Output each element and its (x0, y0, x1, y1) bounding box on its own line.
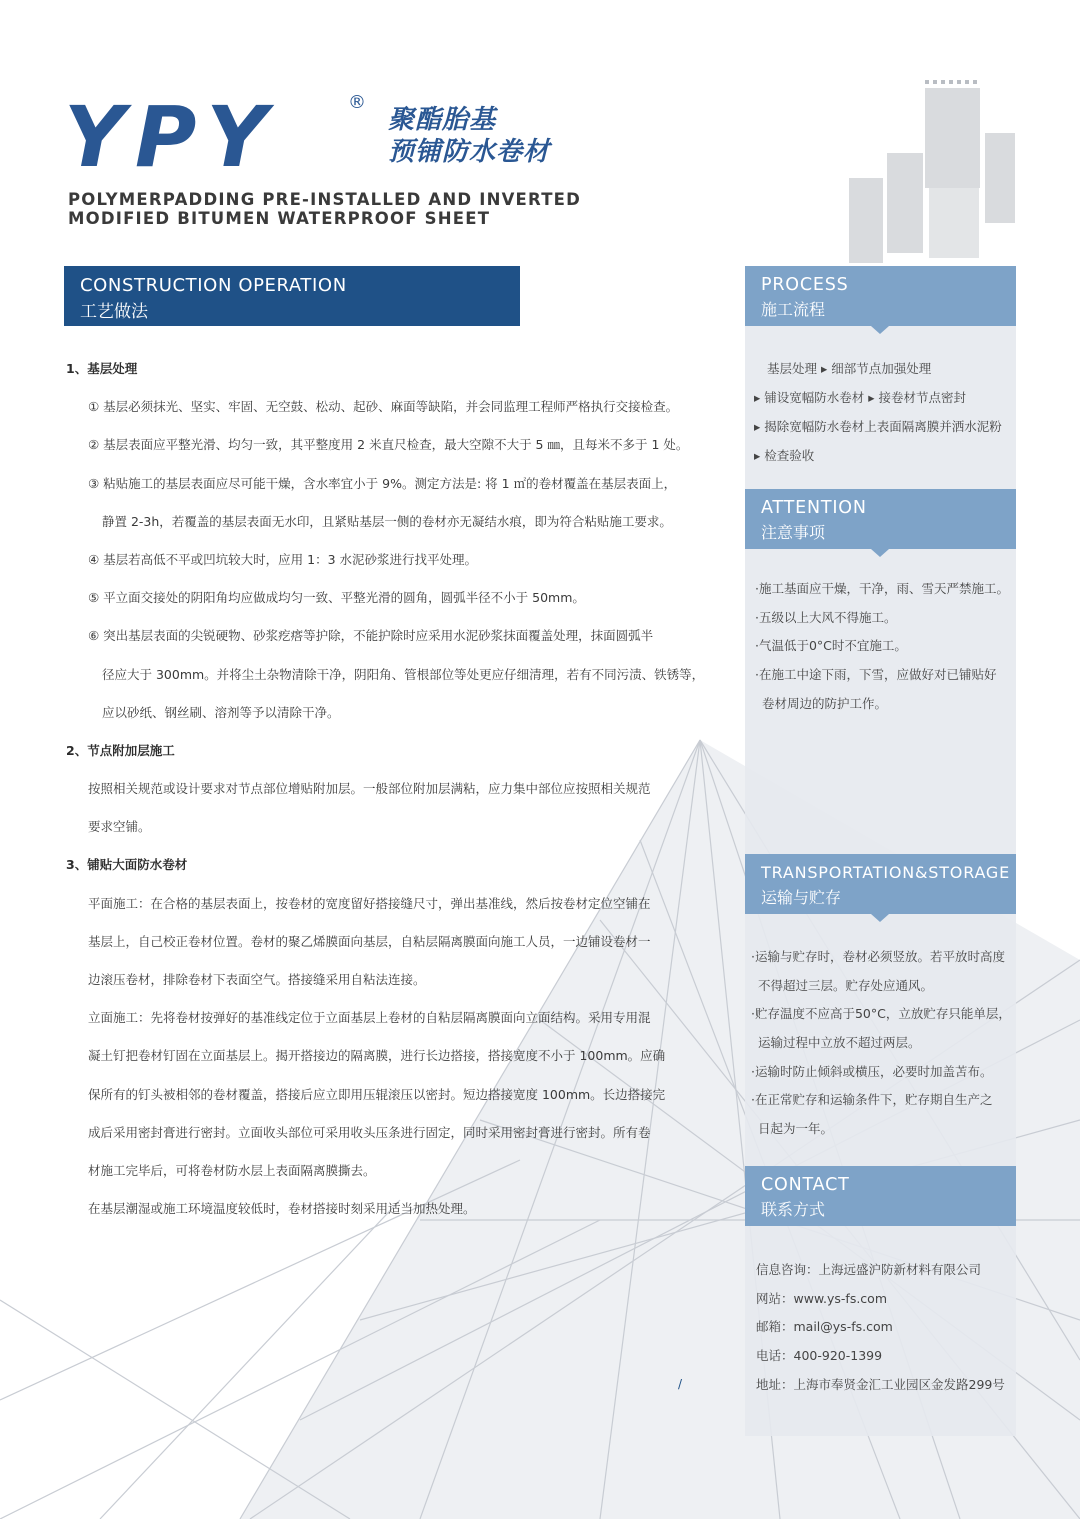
contact-address: 地址：上海市奉贤金汇工业园区金发路299号 (756, 1376, 1005, 1392)
product-title-en: POLYMERPADDING PRE-INSTALLED AND INVERTED MODIFIED BITUMEN WATERPROOF SHEET (68, 190, 582, 228)
contact-header: CONTACT 联系方式 (745, 1166, 1016, 1226)
transport-item: 运输过程中立放不超过两层。 (758, 1035, 921, 1051)
process-step: 基层处理 ▸ 细部节点加强处理 (767, 361, 932, 376)
contact-phone: 电话：400-920-1399 (756, 1348, 883, 1364)
transport-item: ·在正常贮存和运输条件下，贮存期自生产之 (751, 1092, 993, 1108)
attention-item: ·气温低于0°C时不宜施工。 (755, 638, 907, 654)
contact-website-link[interactable]: 网站：www.ys-fs.com (756, 1290, 887, 1306)
transport-item: ·贮存温度不应高于50°C，立放贮存只能单层， (751, 1006, 1011, 1022)
transport-storage-header: TRANSPORTATION&STORAGE 运输与贮存 (745, 854, 1016, 914)
construction-body (66, 350, 705, 1228)
section-heading: 3、铺贴大面防水卷材 (66, 857, 188, 873)
body-line: ⑥ 突出基层表面的尖锐硬物、砂浆疙瘩等护除，不能护除时应采用水泥砂浆抹面覆盖处理，抹面圆弧半 (88, 628, 654, 644)
city-skyline-graphic (845, 78, 1020, 268)
process-step: ▸ 铺设宽幅防水卷材 ▸ 接卷材节点密封 (754, 390, 966, 405)
body-line: ② 基层表面应平整光滑、均匀一致，其平整度用 2 米直尺检查，最大空隙不大于 5 ㎜，且每米不多于 1 处。 (88, 437, 689, 453)
body-line: 要求空铺。 (88, 819, 151, 835)
body-line: ③ 粘贴施工的基层表面应尽可能干燥，含水率宜小于 9%。测定方法是: 将 1 ㎡的卷材覆盖在基层表面上， (88, 475, 677, 491)
footer-mark: / (678, 1377, 683, 1391)
body-line: 材施工完毕后，可将卷材防水层上表面隔离膜撕去。 (88, 1162, 376, 1178)
ypy-logo (64, 96, 354, 176)
product-title-cn: 聚酯胎基 预铺防水卷材 (388, 105, 551, 167)
section-heading: 2、节点附加层施工 (66, 742, 175, 758)
body-line: 应以砂纸、钢丝刷、溶剂等予以清除干净。 (102, 704, 340, 720)
header-notch (871, 326, 889, 334)
body-line: 按照相关规范或设计要求对节点部位增贴附加层。一般部位附加层满粘，应力集中部位应按照相关规范 (88, 781, 651, 797)
attention-header: ATTENTION 注意事项 (745, 489, 1016, 549)
registered-mark: ® (348, 92, 366, 113)
process-list (754, 354, 1002, 470)
body-line: 静置 2-3h，若覆盖的基层表面无水印，且紧贴基层一侧的卷材亦无凝结水痕，即为符合粘贴施工要求。 (102, 513, 672, 529)
attention-item: 卷材周边的防护工作。 (762, 695, 888, 711)
transport-list (751, 943, 1011, 1144)
body-line: ⑤ 平立面交接处的阴阳角均应做成均匀一致、平整光滑的圆角，圆弧半径不小于 50mm。 (88, 590, 585, 606)
contact-company: 信息咨询：上海远盛沪防新材料有限公司 (756, 1262, 982, 1277)
body-line: 在基层潮湿或施工环境温度较低时，卷材搭接时刻采用适当加热处理。 (88, 1201, 476, 1217)
body-line: 基层上，自己校正卷材位置。卷材的聚乙烯膜面向基层，自粘层隔离膜面向施工人员，一边铺设卷材一 (88, 933, 651, 949)
body-line: ④ 基层若高低不平或凹坑较大时，应用 1：3 水泥砂浆进行找平处理。 (88, 551, 478, 567)
section-heading: 1、基层处理 (66, 361, 138, 376)
body-line: 保所有的钉头被相邻的卷材覆盖，搭接后应立即用压辊滚压以密封。短边搭接宽度 100mm。长边搭接完 (88, 1086, 666, 1102)
body-line: 径应大于 300mm。并将尘土杂物清除干净，阴阳角、管根部位等处更应仔细清理，若有不同污渍、铁锈等， (102, 666, 705, 682)
process-header: PROCESS 施工流程 (745, 266, 1016, 326)
header-notch (871, 549, 889, 557)
attention-item: ·在施工中途下雨，下雪，应做好对已铺贴好 (755, 667, 997, 683)
svg-text:YPY: YPY (64, 96, 278, 176)
body-line: 成后采用密封膏进行密封。立面收头部位可采用收头压条进行固定，同时采用密封膏进行密封。所有卷 (88, 1124, 651, 1140)
transport-item: 日起为一年。 (758, 1121, 834, 1137)
body-line: 凝土钉把卷材钉固在立面基层上。揭开搭接边的隔离膜，进行长边搭接，搭接宽度不小于 100mm。应确 (88, 1048, 666, 1064)
transport-item: ·运输与贮存时，卷材必须竖放。若平放时高度 (751, 949, 1005, 964)
attention-item: ·五级以上大风不得施工。 (755, 609, 897, 625)
attention-item: ·施工基面应干燥，干净，雨、雪天严禁施工。 (755, 581, 1009, 596)
transport-item: 不得超过三层。贮存处应通风。 (758, 977, 934, 993)
body-line: ① 基层必须抹光、坚实、牢固、无空鼓、松动、起砂、麻面等缺陷，并会同监理工程师严格执行交接检查。 (88, 399, 679, 415)
header-notch (871, 914, 889, 922)
body-line: 边滚压卷材，排除卷材下表面空气。搭接缝采用自粘法连接。 (88, 972, 426, 987)
construction-operation-header: CONSTRUCTION OPERATION 工艺做法 (64, 266, 520, 326)
process-step: ▸ 揭除宽幅防水卷材上表面隔离膜并洒水泥粉 (754, 419, 1002, 434)
attention-list (755, 575, 1009, 718)
transport-item: ·运输时防止倾斜或横压，必要时加盖苫布。 (751, 1063, 993, 1079)
contact-email-link[interactable]: 邮箱：mail@ys-fs.com (756, 1319, 893, 1335)
body-line: 立面施工：先将卷材按弹好的基准线定位于立面基层上卷材的自粘层隔离膜面向立面结构。采用专用混 (88, 1010, 651, 1026)
contact-list (756, 1256, 1005, 1399)
body-line: 平面施工：在合格的基层表面上，按卷材的宽度留好搭接缝尺寸，弹出基准线，然后按卷材定位空铺在 (88, 895, 651, 911)
process-step: ▸ 检查验收 (754, 448, 815, 463)
